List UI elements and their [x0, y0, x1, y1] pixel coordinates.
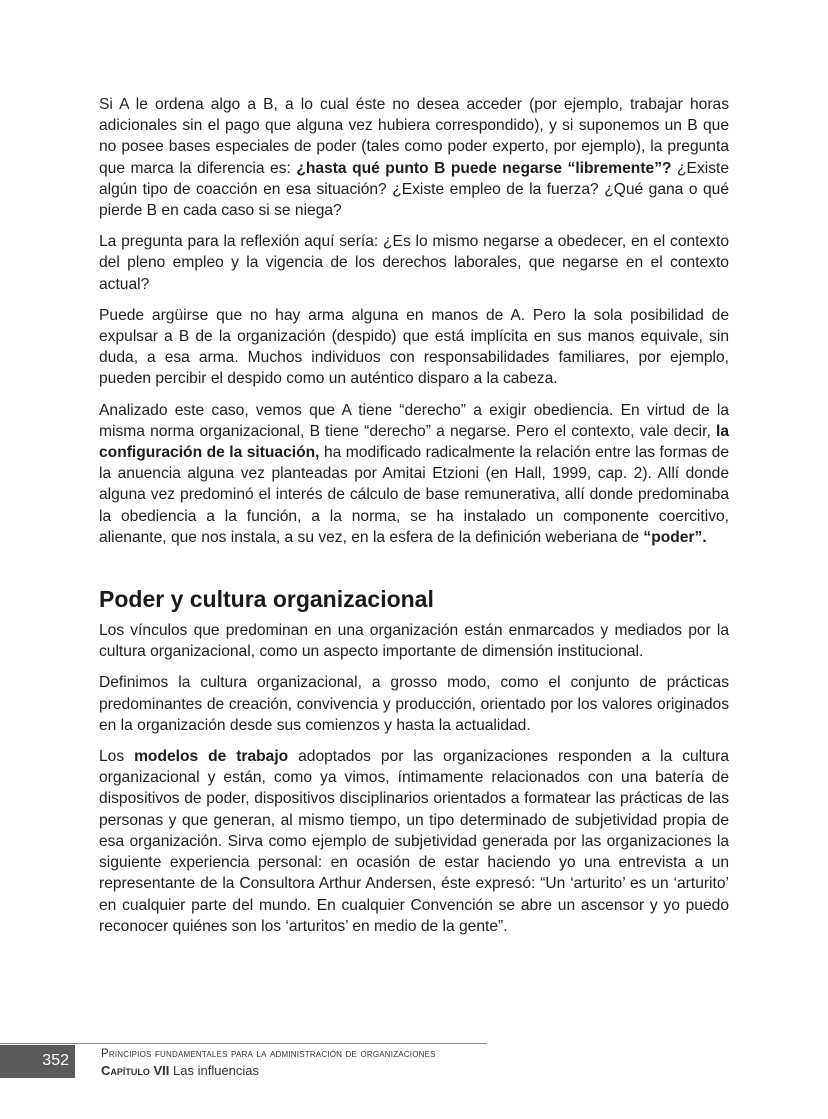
paragraph-6: Definimos la cultura organizacional, a grosso modo, como el conjunto de prácticas predominantes de creación, convivencia y producción, orientado por los valores originados en la organización desde sus comienzos y hasta la actualidad.	[99, 674, 729, 734]
paragraph-5: Los vínculos que predominan en una organización están enmarcados y mediados por la cultura organizacional, como un aspecto importante de dimensión institucional.	[99, 622, 729, 661]
paragraph-4	[99, 400, 729, 548]
paragraph-2: La pregunta para la reflexión aquí sería: ¿Es lo mismo negarse a obedecer, en el contexto del pleno empleo y la vigencia de los derechos laborales, que negarse en el contexto actual?	[99, 233, 729, 293]
page-number: 352	[42, 1052, 69, 1069]
chapter-label: Capítulo VII	[101, 1063, 170, 1078]
running-chapter	[101, 1062, 259, 1079]
chapter-title: Las influencias	[169, 1063, 260, 1078]
page-number-box	[0, 1045, 75, 1078]
page-body	[99, 94, 729, 947]
paragraph-1	[99, 94, 729, 221]
paragraph-3: Puede argüirse que no hay arma alguna en manos de A. Pero la sola posibilidad de expulsar a B de la organización (despido) que está implícita en sus manos equivale, sin duda, a esa arma. Muchos individuos con responsabilidades familiares, por ejemplo, pueden percibir el despido como un auténtico disparo a la cabeza.	[99, 306, 729, 388]
paragraph-4-bold-a: la configuración de la situación,	[99, 422, 729, 462]
footer-divider	[0, 1043, 487, 1044]
section-heading: Poder y cultura organizacional	[99, 586, 434, 613]
paragraph-7-text-a: Los	[99, 748, 135, 766]
paragraph-1-text-a: Si A le ordena algo a B, a lo cual éste no desea acceder (por ejemplo, trabajar horas adicionales sin el pago que alguna vez hubiera correspondido), y si suponemos un B que no posee bases especiales de poder (tales como poder experto, por ejemplo), la pregunta que marca la diferencia es:	[99, 96, 729, 177]
paragraph-4-text-a: Analizado este caso, vemos que A tiene “derecho” a exigir obediencia. En virtud de la misma norma organizacional, B tiene “derecho” a negarse. Pero el contexto, vale decir,	[99, 401, 729, 440]
paragraph-7-text-b: adoptados por las organizaciones responden a la cultura organizacional y están, como ya vimos, íntimamente relacionados con una batería de dispositivos de poder, dispositivos disciplinarios orientados a formatear las prácticas de las personas y que generan, al mismo tiempo, un tipo determinado de subjetividad propia de esa organización. Sirva como ejemplo de subjetividad generada por las organizaciones la siguiente experiencia personal: en ocasión de estar haciendo yo una entrevista a un representante de la Consultora Arthur Andersen, éste expresó: “Un ‘arturito’ es un ‘arturito’ en cualquier parte del mundo. En cualquier Convención se abre un ascensor y yo puedo reconocer quiénes son los ‘arturitos’ en medio de la gente”.	[99, 748, 729, 935]
paragraph-4-text-b: ha modificado radicalmente la relación entre las formas de la anuencia alguna vez planteadas por Amitai Etzioni (en Hall, 1999, cap. 2). Allí donde alguna vez predominó el interés de cálculo de base remunerativa, allí donde predominaba la obediencia a la función, a la norma, se ha instalado un componente coercitivo, alienante, que nos instala, a su vez, en la esfera de la definición weberiana de	[99, 444, 729, 546]
paragraph-1-text-b: ¿Existe algún tipo de coacción en esa situación? ¿Existe empleo de la fuerza? ¿Qué gana o qué pierde B en cada caso si se niega?	[99, 159, 730, 220]
paragraph-7	[99, 746, 729, 937]
paragraph-7-bold: modelos de trabajo	[134, 748, 289, 766]
paragraph-4-bold-b: “poder”.	[643, 528, 707, 546]
paragraph-1-bold: ¿hasta qué punto B puede negarse “libremente”?	[296, 159, 672, 177]
running-book-title: Principios fundamentales para la administración de organizaciones	[101, 1048, 436, 1060]
